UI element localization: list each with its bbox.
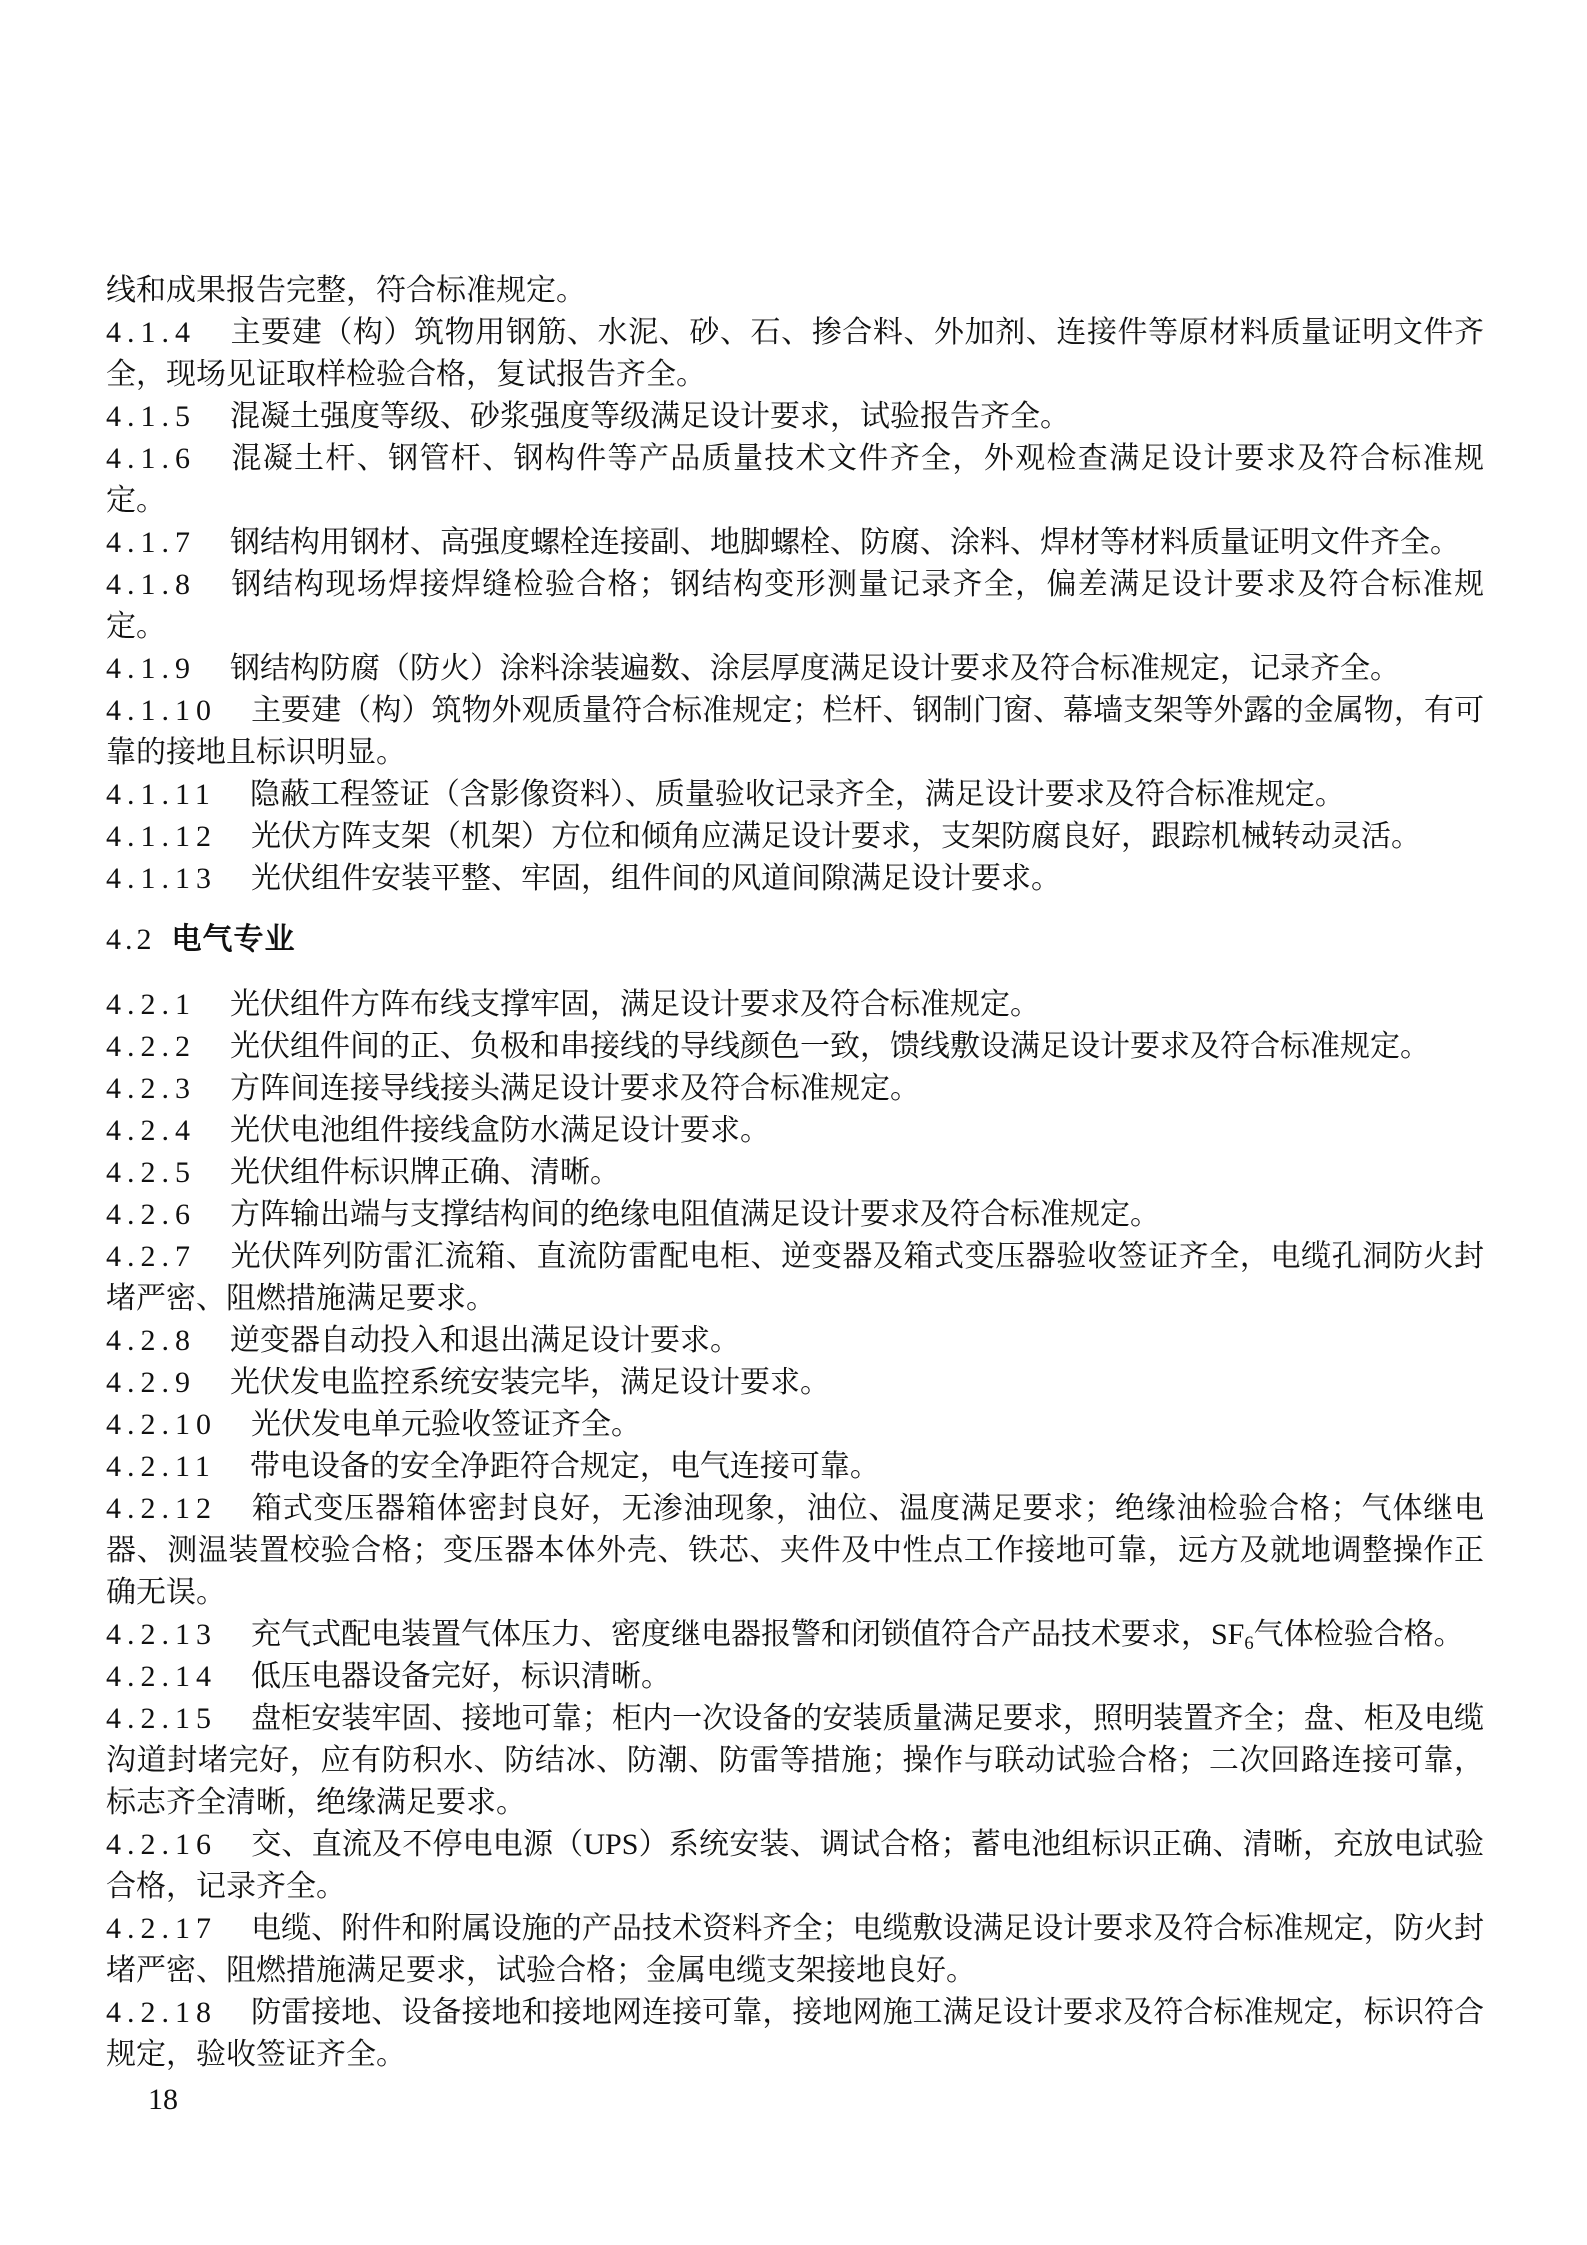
clause-4.2.1 [106,984,1484,1026]
clause-number: 4.2.1 [106,988,196,1021]
clause-number: 4.1.10 [106,694,217,727]
clause-text: 交、直流及不停电电源（UPS）系统安装、调试合格；蓄电池组标识正确、清晰，充放电试验合格，记录齐全。 [106,1828,1484,1903]
clause-number: 4.2.2 [106,1030,196,1063]
clause-number: 4.2.15 [106,1702,217,1735]
clause-text: 光伏方阵支架（机架）方位和倾角应满足设计要求，支架防腐良好，跟踪机械转动灵活。 [251,820,1421,853]
clause-text: 光伏组件安装平整、牢固，组件间的风道间隙满足设计要求。 [251,862,1061,895]
clause-number: 4.2.16 [106,1828,217,1861]
clause-4.1.7 [106,522,1484,564]
clause-text: 光伏电池组件接线盒防水满足设计要求。 [230,1114,770,1147]
clause-number: 4.1.7 [106,526,196,559]
clause-number: 4.1.5 [106,400,196,433]
clause-4.2.16 [106,1824,1484,1908]
clause-4.2.18 [106,1992,1484,2076]
clause-number: 4.2.7 [106,1240,196,1273]
clause-text: 混凝土强度等级、砂浆强度等级满足设计要求，试验报告齐全。 [230,400,1070,433]
clause-4.1.4 [106,312,1484,396]
subscript-text: 6 [1244,1633,1254,1655]
clause-4.1.10 [106,690,1484,774]
clause-number: 4.2.12 [106,1492,217,1525]
clause-4.2.6 [106,1194,1484,1236]
clause-number: 4.2.14 [106,1660,217,1693]
clause-text: 光伏发电单元验收签证齐全。 [251,1408,641,1441]
page-number: 18 [148,2083,178,2116]
clause-number: 4.2.17 [106,1912,217,1945]
clause-number: 4.2.18 [106,1996,217,2029]
clause-text: 逆变器自动投入和退出满足设计要求。 [230,1324,740,1357]
clause-4.1.6 [106,438,1484,522]
clause-text: 带电设备的安全净距符合规定，电气连接可靠。 [249,1450,880,1483]
clause-text: 光伏发电监控系统安装完毕，满足设计要求。 [230,1366,830,1399]
clause-number: 4.2.5 [106,1156,196,1189]
clause-text [251,1618,1464,1655]
clause-4.2.7 [106,1236,1484,1320]
clause-text: 低压电器设备完好，标识清晰。 [251,1660,671,1693]
document-content [106,270,1484,2076]
clause-number: 4.2.6 [106,1198,196,1231]
clause-text: 隐蔽工程签证（含影像资料）、质量验收记录齐全，满足设计要求及符合标准规定。 [249,778,1345,811]
clause-text: 箱式变压器箱体密封良好，无渗油现象，油位、温度满足要求；绝缘油检验合格；气体继电器、测温装置校验合格；变压器本体外壳、铁芯、夹件及中性点工作接地可靠，远方及就地调整操作正确无误。 [106,1492,1484,1609]
clause-number: 4.1.6 [106,442,196,475]
clause-4.1.12 [106,816,1484,858]
continuation-paragraph [106,270,1484,312]
section-title: 电气专业 [171,922,296,957]
clause-4.2.13 [106,1614,1484,1656]
clause-4.2.17 [106,1908,1484,1992]
clause-text: 光伏阵列防雷汇流箱、直流防雷配电柜、逆变器及箱式变压器验收签证齐全，电缆孔洞防火封堵严密、阻燃措施满足要求。 [106,1240,1484,1315]
text-segment: 气体检验合格。 [1253,1618,1464,1651]
clause-number: 4.1.12 [106,820,217,853]
clause-4.2.4 [106,1110,1484,1152]
clause-number: 4.2.8 [106,1324,196,1357]
clause-4.2.12 [106,1488,1484,1614]
clause-number: 4.1.8 [106,568,196,601]
section-number: 4.2 [106,923,156,956]
clause-text: 光伏组件标识牌正确、清晰。 [230,1156,620,1189]
clause-text: 光伏组件间的正、负极和串接线的导线颜色一致，馈线敷设满足设计要求及符合标准规定。 [230,1030,1430,1063]
clause-number: 4.1.4 [106,316,196,349]
clause-text: 方阵输出端与支撑结构间的绝缘电阻值满足设计要求及符合标准规定。 [230,1198,1160,1231]
text-segment: 充气式配电装置气体压力、密度继电器报警和闭锁值符合产品技术要求，SF [251,1618,1245,1651]
clause-4.1.8 [106,564,1484,648]
clause-4.2.3 [106,1068,1484,1110]
clause-4.1.11 [106,774,1484,816]
clause-number: 4.1.11 [106,778,216,811]
clause-text: 钢结构现场焊接焊缝检验合格；钢结构变形测量记录齐全，偏差满足设计要求及符合标准规定。 [106,568,1484,643]
clause-number: 4.2.10 [106,1408,217,1441]
clause-number: 4.2.3 [106,1072,196,1105]
clause-text: 钢结构用钢材、高强度螺栓连接副、地脚螺栓、防腐、涂料、焊材等材料质量证明文件齐全。 [230,526,1460,559]
clause-4.2.2 [106,1026,1484,1068]
clause-text: 方阵间连接导线接头满足设计要求及符合标准规定。 [230,1072,920,1105]
clause-text: 光伏组件方阵布线支撑牢固，满足设计要求及符合标准规定。 [230,988,1040,1021]
clause-text: 线和成果报告完整，符合标准规定。 [106,274,586,307]
clause-number: 4.2.4 [106,1114,196,1147]
clause-number: 4.1.9 [106,652,196,685]
clause-text: 混凝土杆、钢管杆、钢构件等产品质量技术文件齐全，外观检查满足设计要求及符合标准规定。 [106,442,1484,517]
clause-text: 主要建（构）筑物外观质量符合标准规定；栏杆、钢制门窗、幕墙支架等外露的金属物，有可靠的接地且标识明显。 [106,694,1484,769]
clause-number: 4.2.13 [106,1618,217,1651]
clause-4.2.11 [106,1446,1484,1488]
clause-text: 盘柜安装牢固、接地可靠；柜内一次设备的安装质量满足要求，照明装置齐全；盘、柜及电缆沟道封堵完好，应有防积水、防结冰、防潮、防雷等措施；操作与联动试验合格；二次回路连接可靠，标志齐全清晰，绝缘满足要求。 [106,1702,1484,1819]
clause-4.2.10 [106,1404,1484,1446]
clause-4.2.15 [106,1698,1484,1824]
clause-text: 防雷接地、设备接地和接地网连接可靠，接地网施工满足设计要求及符合标准规定，标识符合规定，验收签证齐全。 [106,1996,1484,2071]
clause-text: 钢结构防腐（防火）涂料涂装遍数、涂层厚度满足设计要求及符合标准规定，记录齐全。 [230,652,1400,685]
clause-4.1.5 [106,396,1484,438]
clause-number: 4.1.13 [106,862,217,895]
section-heading-4.2 [106,918,1484,962]
clause-4.2.14 [106,1656,1484,1698]
clause-4.2.5 [106,1152,1484,1194]
clause-text: 电缆、附件和附属设施的产品技术资料齐全；电缆敷设满足设计要求及符合标准规定，防火封堵严密、阻燃措施满足要求，试验合格；金属电缆支架接地良好。 [106,1912,1484,1987]
clause-4.2.9 [106,1362,1484,1404]
clause-4.1.9 [106,648,1484,690]
clause-number: 4.2.9 [106,1366,196,1399]
clause-4.2.8 [106,1320,1484,1362]
clause-text: 主要建（构）筑物用钢筋、水泥、砂、石、掺合料、外加剂、连接件等原材料质量证明文件齐全，现场见证取样检验合格，复试报告齐全。 [106,316,1484,391]
clause-4.1.13 [106,858,1484,900]
clause-number: 4.2.11 [106,1450,216,1483]
